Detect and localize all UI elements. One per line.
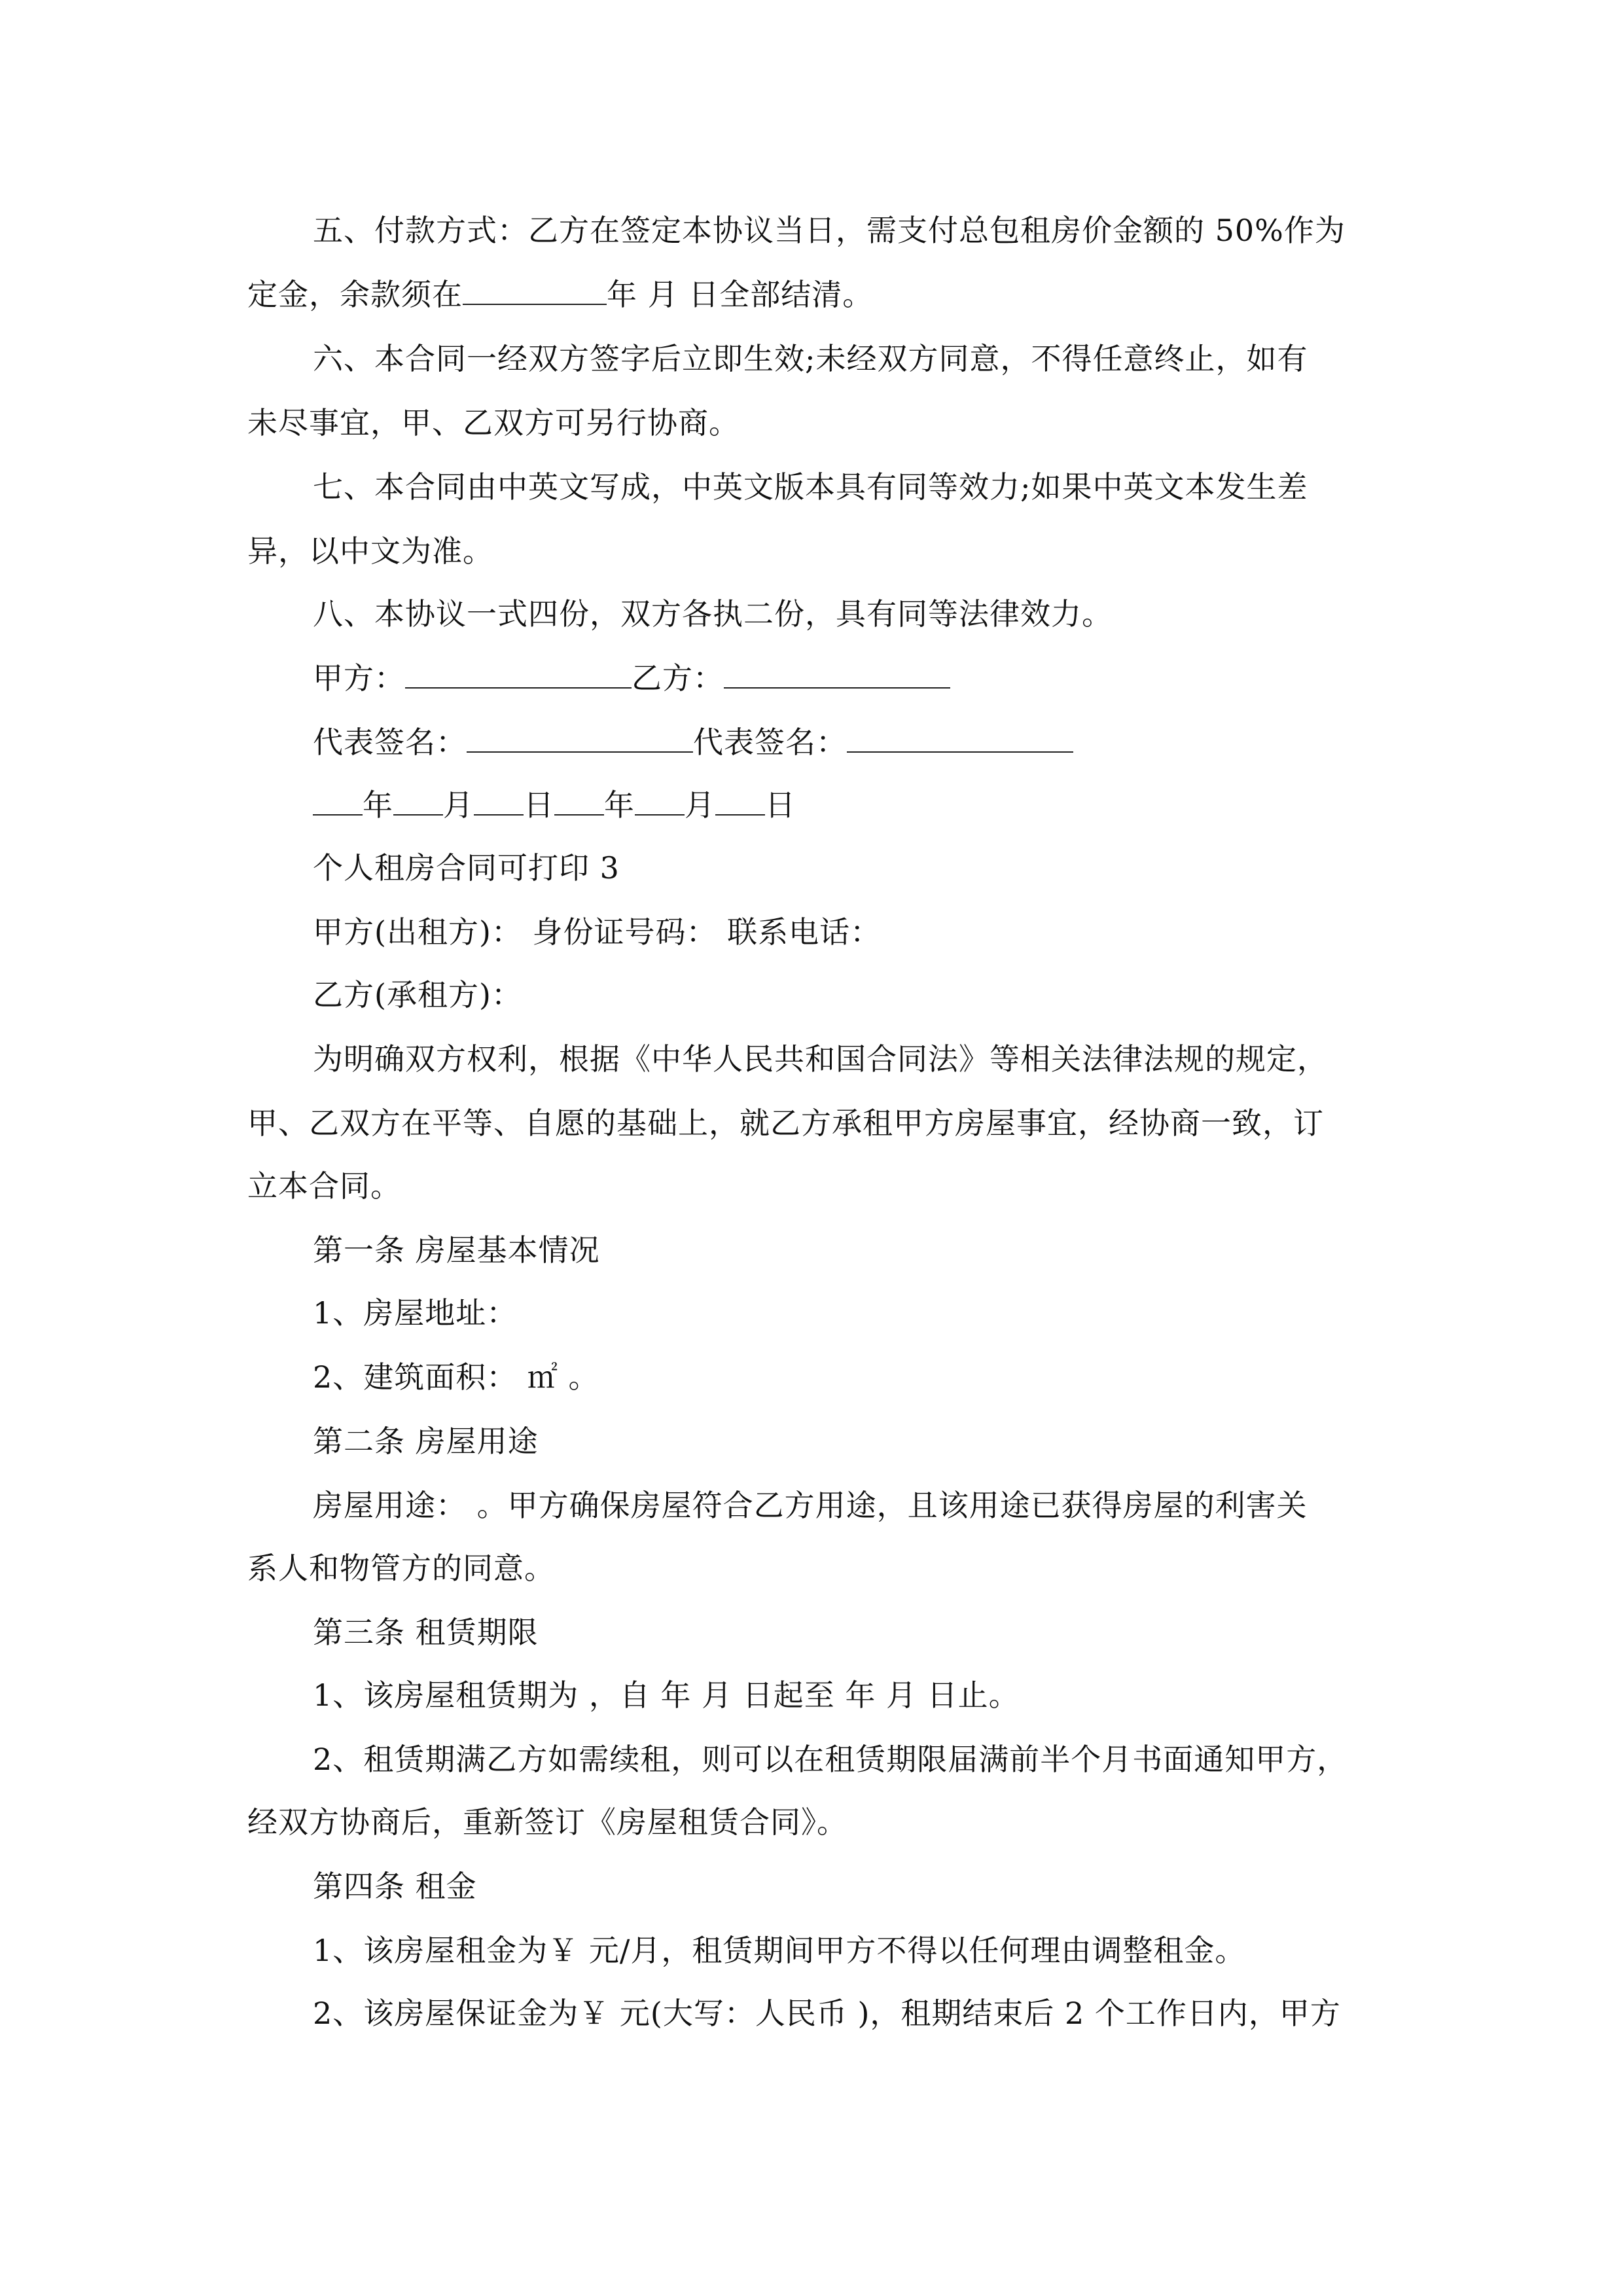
lessor-info-line: 甲方(出租方)： 身份证号码： 联系电话： [313,914,882,950]
party-b-blank [724,661,950,689]
rep-a-label: 代表签名： [313,725,467,760]
preamble-line-2: 甲、乙双方在平等、自愿的基础上，就乙方承租甲方房屋事宜，经协商一致，订 [247,1105,1324,1141]
contract-3-title: 个人租房合同可打印 3 [313,850,620,886]
article-2-title: 第二条 房屋用途 [313,1424,539,1459]
clause-5-line-2 [0,275,1623,314]
clause-5-text: 定金，余款须在 [247,277,463,312]
rep-b-label: 代表签名： [693,725,847,760]
party-signature-line [0,658,1623,698]
article-4-item-1: 1、该房屋租金为￥ 元/月，租赁期间甲方不得以任何理由调整租金。 [313,1933,1246,1968]
clause-6-line-2: 未尽事宜，甲、乙双方可另行协商。 [247,405,740,440]
clause-7-line-2: 异，以中文为准。 [247,533,493,569]
representative-signature-line [0,723,1623,762]
rep-b-blank [847,725,1073,753]
clause-8: 八、本协议一式四份，双方各执二份，具有同等法律效力。 [313,596,1113,632]
article-3-item-2-line-1: 2、租赁期满乙方如需续租，则可以在租赁期限届满前半个月书面通知甲方， [313,1742,1348,1777]
date-blank [463,278,607,305]
year-blank [313,788,363,816]
year-label: 年 [604,787,635,823]
month-label: 月 [685,787,715,823]
day-blank [474,788,524,816]
preamble-line-3: 立本合同。 [247,1168,401,1204]
month-blank [393,788,443,816]
clause-6-line-1: 六、本合同一经双方签字后立即生效;未经双方同意，不得任意终止，如有 [313,341,1308,376]
party-b-label: 乙方： [632,660,724,696]
article-3-item-1: 1、该房屋租赁期为 ，自 年 月 日起至 年 月 日止。 [313,1677,1020,1713]
article-3-item-2-line-2: 经双方协商后，重新签订《房屋租赁合同》。 [247,1804,847,1840]
article-1-item-2: 2、建筑面积： ㎡ 。 [313,1359,599,1395]
article-2-line-1: 房屋用途： 。甲方确保房屋符合乙方用途，且该用途已获得房屋的利害关 [313,1488,1308,1523]
clause-5-date-text: 年 月 日全部结清。 [607,277,874,312]
article-4-item-2: 2、该房屋保证金为￥ 元(大写：人民币 )，租期结束后 2 个工作日内，甲方 [313,1996,1341,2031]
preamble-line-1: 为明确双方权利，根据《中华人民共和国合同法》等相关法律法规的规定， [313,1041,1328,1077]
article-2-line-2: 系人和物管方的同意。 [247,1551,555,1586]
article-3-title: 第三条 租赁期限 [313,1615,539,1650]
article-1-item-1: 1、房屋地址： [313,1295,518,1331]
day-label: 日 [524,787,554,823]
article-4-title: 第四条 租金 [313,1869,477,1904]
month-blank [635,788,685,816]
party-a-label: 甲方： [313,660,405,696]
year-blank [554,788,604,816]
year-label: 年 [363,787,393,823]
day-label: 日 [765,787,796,823]
rep-a-blank [467,725,693,753]
month-label: 月 [443,787,474,823]
day-blank [715,788,765,816]
clause-7-line-1: 七、本合同由中英文写成，中英文版本具有同等效力;如果中英文本发生差 [313,469,1308,505]
clause-5-line-1: 五、付款方式：乙方在签定本协议当日，需支付总包租房价金额的 50%作为 [313,213,1346,248]
party-a-blank [405,661,632,689]
lessee-info-line: 乙方(承租方)： [313,977,522,1013]
signature-date-line [0,785,1623,825]
article-1-title: 第一条 房屋基本情况 [313,1232,600,1268]
